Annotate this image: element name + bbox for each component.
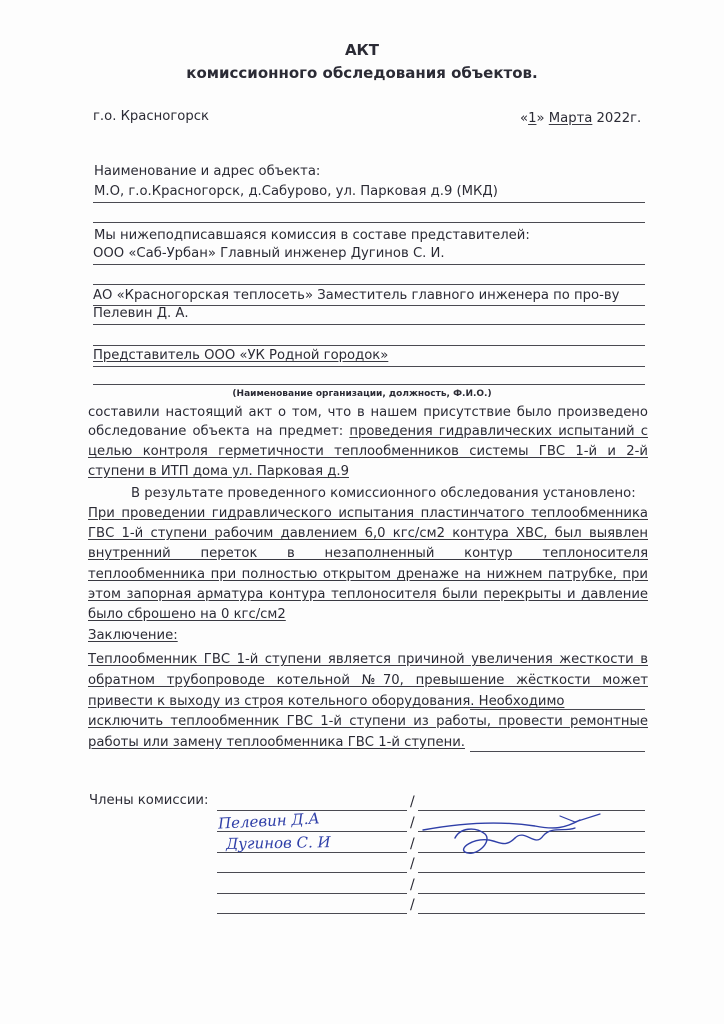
signature-separator: /	[410, 815, 415, 831]
signature-sign-line	[418, 893, 645, 894]
conclusion-line: привести к выходу из строя котельного оборудования. Необходимо	[88, 694, 565, 709]
member-1-underline	[93, 264, 645, 265]
commission-member-2: АО «Красногорская теплосеть» Заместитель главного инженера по про-ву	[93, 288, 620, 303]
body-line: целью контроля герметичности теплообменников системы ГВС 1-й и 2-й	[88, 444, 648, 459]
object-label: Наименование и адрес объекта:	[94, 164, 321, 179]
signature-name-line	[217, 872, 407, 873]
findings-line: При проведении гидравлического испытания пластинчатого теплообменника	[88, 506, 648, 521]
findings-line: было сброшено на 0 кгс/см2	[88, 607, 286, 622]
commission-member-3: Представитель ООО «УК Родной городок»	[93, 348, 389, 363]
commission-member-2-name: Пелевин Д. А.	[93, 306, 189, 321]
signature-separator: /	[410, 877, 415, 893]
signature-sign-line	[418, 872, 645, 873]
address-underline	[93, 202, 645, 203]
member-3-underline	[93, 366, 645, 367]
document-title: АКТ	[344, 41, 380, 59]
findings-line: теплообменника при полностью открытом дренаже на нижнем патрубке, при	[88, 567, 648, 582]
body-line: составили настоящий акт о том, что в нашем присутствие было произведено	[88, 405, 648, 420]
signature-name-line	[217, 893, 407, 894]
document-subtitle: комиссионного обследования объектов.	[186, 64, 538, 82]
body-line-plain: обследование объекта на предмет:	[88, 424, 350, 439]
conclusion-label: Заключение:	[88, 628, 178, 643]
blank-line	[93, 384, 645, 385]
body-line	[88, 423, 648, 440]
handwritten-name-pelevin: Пелевин Д.А	[217, 809, 321, 833]
findings-intro: В результате проведенного комиссионного обследования установлено:	[131, 486, 636, 501]
handwritten-name-duginov: Дугинов С. И	[225, 833, 331, 853]
conclusion-line: исключить теплообменник ГВС 1-й ступени из работы, провести ремонтные	[88, 714, 648, 729]
conclusion-line: работы или замену теплообменника ГВС 1-й ступени.	[88, 735, 465, 750]
date-close: »	[536, 111, 545, 126]
signatures-label: Члены комиссии:	[89, 793, 209, 808]
signature-separator: /	[410, 897, 415, 913]
place: г.о. Красногорск	[93, 109, 209, 124]
object-address: М.О, г.о.Красногорск, д.Сабурово, ул. Парковая д.9 (МКД)	[94, 184, 498, 199]
handwritten-signature-image	[415, 808, 615, 868]
date-open: «	[520, 111, 529, 126]
date-day: 1	[528, 111, 537, 126]
date-month: Марта	[548, 111, 593, 126]
conclusion-fill-line	[470, 751, 645, 752]
conclusion-line: Теплообменник ГВС 1-й ступени является причиной увеличения жесткости в	[88, 652, 648, 667]
findings-line: этом запорная арматура контура теплоносителя были перекрыты и давление	[88, 587, 648, 602]
blank-line	[93, 345, 645, 346]
date	[520, 111, 641, 126]
body-line-underlined: проведения гидравлических испытаний с	[349, 424, 648, 439]
signature-separator: /	[410, 794, 415, 810]
commission-intro: Мы нижеподписавшаяся комиссия в составе представителей:	[94, 228, 530, 243]
blank-line	[93, 284, 645, 285]
signature-name-line	[217, 913, 407, 914]
signature-sign-line	[418, 913, 645, 914]
signature-caption: (Наименование организации, должность, Ф.И.О.)	[232, 389, 492, 399]
conclusion-line: обратном трубопроводе котельной №70, превышение жёсткости может	[88, 673, 648, 688]
findings-line: ГВС 1-й ступени рабочим давлением 6,0 кгс/см2 контура ХВС, был выявлен	[88, 526, 648, 541]
signature-separator: /	[410, 856, 415, 872]
blank-line	[93, 222, 645, 223]
body-line: ступени в ИТП дома ул. Парковая д.9	[88, 464, 349, 479]
commission-member-1: ООО «Саб-Урбан» Главный инженер Дугинов С. И.	[93, 246, 445, 261]
findings-line: внутренний перетоκ в незаполненный контур теплоносителя	[88, 546, 648, 561]
signature-separator: /	[410, 836, 415, 852]
conclusion-fill-line	[470, 709, 645, 710]
date-year: 2022г.	[596, 111, 642, 126]
member-2-name-underline	[93, 324, 645, 325]
